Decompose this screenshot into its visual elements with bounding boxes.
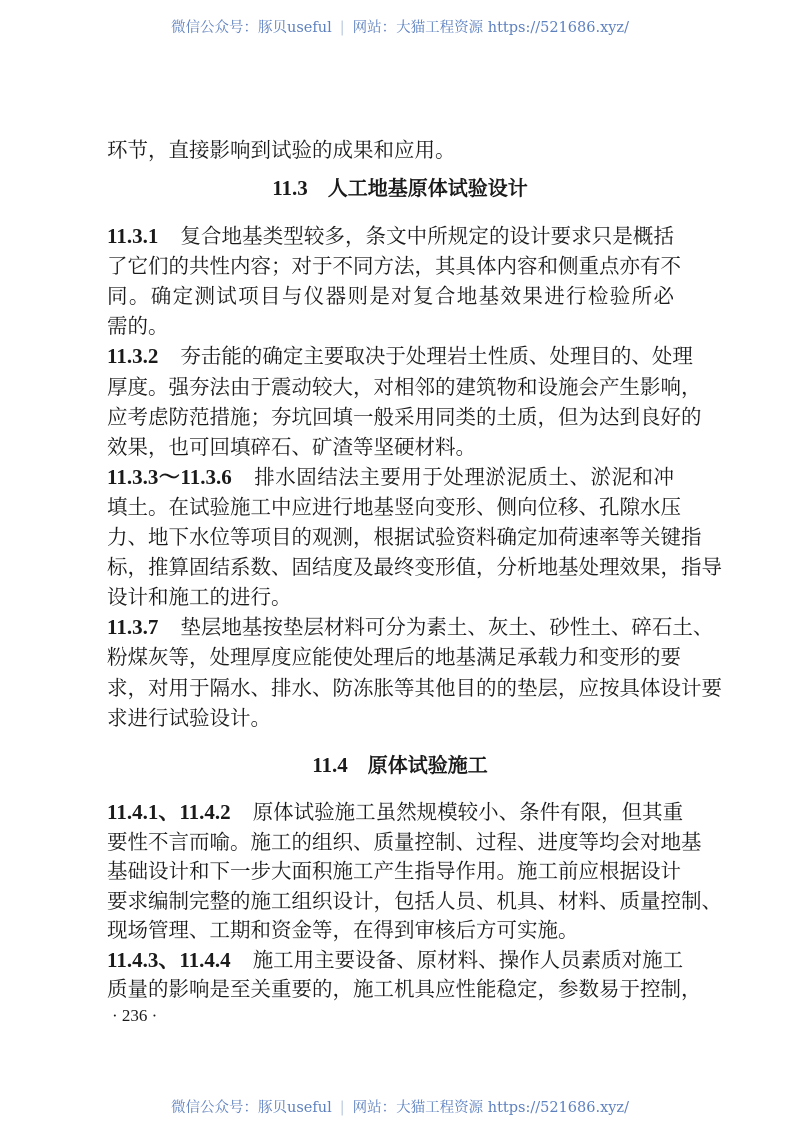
paragraph-line xyxy=(107,492,681,522)
line-text: 要求编制完整的施工组织设计，包括人员、机具、材料、质量控制、 xyxy=(107,888,722,913)
paragraph-line xyxy=(107,402,702,432)
section-heading-11-3 xyxy=(0,173,800,203)
paragraph-line xyxy=(107,974,702,1004)
clause-number: 11.3.1 xyxy=(107,224,159,248)
clause-number: 11.4.3、11.4.4 xyxy=(107,947,231,972)
line-text: 现场管理、工期和资金等，在得到审核后方可实施。 xyxy=(107,918,579,942)
section-number: 11.3 xyxy=(272,176,308,200)
paragraph-line xyxy=(107,432,674,462)
watermark-header xyxy=(0,18,800,38)
paragraph-line xyxy=(107,251,681,281)
section-number: 11.4 xyxy=(312,753,348,777)
line-text: 效果，也可回填碎石、矿渣等坚硬材料。 xyxy=(107,434,476,459)
intro-line: 环节，直接影响到试验的成果和应用。 xyxy=(107,138,456,162)
clause-number: 11.3.2 xyxy=(107,344,159,369)
paragraph-line xyxy=(107,673,722,703)
section-title: 原体试验施工 xyxy=(367,753,488,777)
watermark-wechat: 微信公众号：豚贝useful xyxy=(171,1100,332,1116)
line-text: 求进行试验设计。 xyxy=(107,705,271,730)
line-text: 施工用主要设备、原材料、操作人员素质对施工 xyxy=(252,947,684,972)
section-heading-11-4 xyxy=(0,750,800,780)
line-text: 垫层地基按垫层材料可分为素土、灰土、砂性土、碎石土、 xyxy=(180,615,714,640)
paragraph-line xyxy=(107,522,702,552)
watermark-website: 网站：大猫工程资源 https://521686.xyz/ xyxy=(352,1100,629,1116)
paragraph-line xyxy=(107,886,722,916)
clause-number: 11.3.3～11.3.6 xyxy=(107,464,232,489)
line-text: 需的。 xyxy=(107,314,169,339)
line-text: 厚度。强夯法由于震动较大，对相邻的建筑物和设施会产生影响， xyxy=(107,374,702,399)
line-text: 设计和施工的进行。 xyxy=(107,585,292,610)
watermark-footer xyxy=(0,1098,800,1118)
line-text: 同。确定测试项目与仪器则是对复合地基效果进行检验所必 xyxy=(107,284,674,309)
clause-number: 11.4.1、11.4.2 xyxy=(107,800,231,824)
line-text: 填土。在试验施工中应进行地基竖向变形、侧向位移、孔隙水压 xyxy=(107,494,681,519)
paragraph-line xyxy=(107,281,674,311)
clause-number: 11.3.7 xyxy=(107,615,159,640)
line-text: 力、地下水位等项目的观测，根据试验资料确定加荷速率等关键指 xyxy=(107,525,702,549)
paragraph-line xyxy=(107,945,684,975)
line-text: 求，对用于隔水、排水、防冻胀等其他目的的垫层，应按具体设计要 xyxy=(107,675,722,700)
paragraph-line xyxy=(107,827,702,857)
line-text: 排水固结法主要用于处理淤泥质土、淤泥和冲 xyxy=(253,464,675,489)
paragraph-line xyxy=(107,703,674,733)
line-text: 原体试验施工虽然规模较小、条件有限，但其重 xyxy=(252,800,684,824)
line-text: 要性不言而喻。施工的组织、质量控制、过程、进度等均会对地基 xyxy=(107,829,702,854)
paragraph-line xyxy=(107,582,674,612)
watermark-wechat: 微信公众号：豚贝useful xyxy=(171,20,332,36)
line-text: 基础设计和下一步大面积施工产生指导作用。施工前应根据设计 xyxy=(107,859,681,883)
paragraph-line xyxy=(107,642,681,672)
line-text: 夯击能的确定主要取决于处理岩土性质、处理目的、处理 xyxy=(180,344,693,369)
watermark-separator: | xyxy=(339,1100,345,1116)
paragraph-line xyxy=(107,372,702,402)
line-text: 标，推算固结系数、固结度及最终变形值，分析地基处理效果，指导 xyxy=(107,555,722,580)
paragraph-line xyxy=(107,915,674,945)
paragraph-line xyxy=(107,552,722,582)
page-number: · 236 · xyxy=(112,1006,158,1025)
watermark-website: 网站：大猫工程资源 https://521686.xyz/ xyxy=(352,20,629,36)
paragraph-line xyxy=(107,856,681,886)
line-text: 了它们的共性内容；对于不同方法，其具体内容和侧重点亦有不 xyxy=(107,254,681,279)
paragraph-line xyxy=(107,341,693,371)
paragraph-line xyxy=(107,311,674,341)
line-text: 复合地基类型较多，条文中所规定的设计要求只是概括 xyxy=(180,224,674,248)
paragraph-line xyxy=(107,612,714,642)
line-text: 粉煤灰等，处理厚度应能使处理后的地基满足承载力和变形的要 xyxy=(107,645,681,670)
paragraph-line xyxy=(107,462,674,492)
line-text: 应考虑防范措施；夯坑回填一般采用同类的土质，但为达到良好的 xyxy=(107,404,702,429)
line-text: 质量的影响是至关重要的，施工机具应性能稳定，参数易于控制， xyxy=(107,977,702,1001)
paragraph-line xyxy=(107,221,674,251)
section-title: 人工地基原体试验设计 xyxy=(327,176,528,200)
watermark-separator: | xyxy=(339,20,345,36)
paragraph-line xyxy=(107,797,684,827)
